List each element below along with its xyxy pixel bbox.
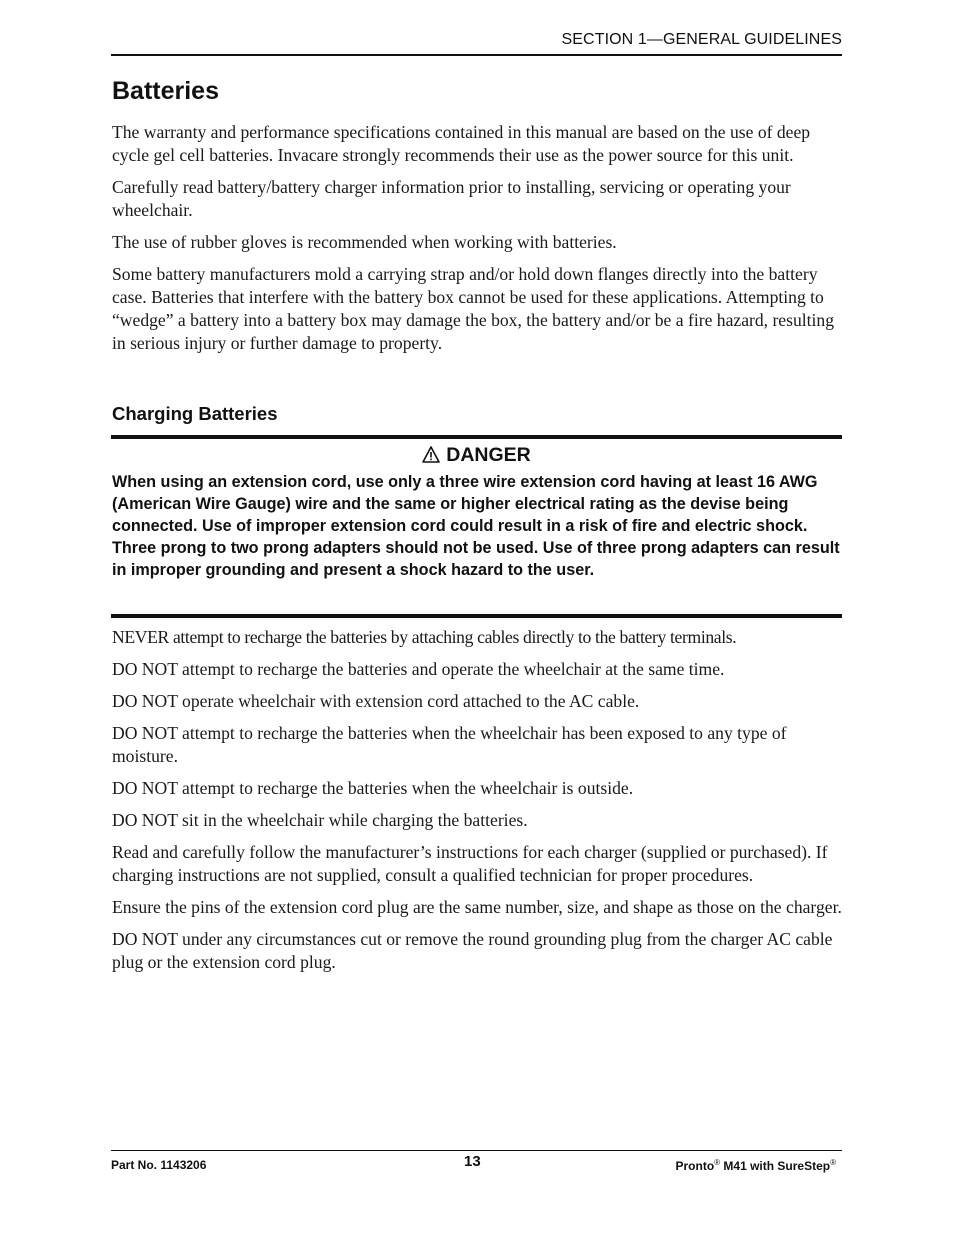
rule-paragraph: DO NOT attempt to recharge the batteries when the wheelchair has been exposed to any type of moisture. bbox=[112, 723, 787, 766]
intro-paragraph: The warranty and performance specifications contained in this manual are based on the use of deep cycle gel cell batteries. Invacare strongly recommends their use as the power source for this unit. bbox=[112, 122, 811, 165]
page-number: 13 bbox=[464, 1153, 481, 1170]
intro-paragraph: The use of rubber gloves is recommended when working with batteries. bbox=[112, 232, 617, 252]
danger-label: DANGER bbox=[446, 444, 531, 466]
intro-paragraph: Carefully read battery/battery charger information prior to installing, servicing or operating your wheelchair. bbox=[112, 177, 791, 220]
product-name bbox=[675, 1158, 836, 1173]
rule-paragraph: DO NOT attempt to recharge the batteries when the wheelchair is outside. bbox=[112, 778, 634, 798]
rule-paragraph: DO NOT sit in the wheelchair while charging the batteries. bbox=[112, 810, 528, 830]
page-header bbox=[111, 31, 842, 53]
charging-subheading: Charging Batteries bbox=[112, 403, 278, 424]
rule-paragraph: DO NOT under any circumstances cut or remove the round grounding plug from the charger AC cable plug or the extension cord plug. bbox=[112, 929, 833, 972]
rule-paragraph: Read and carefully follow the manufacturer’s instructions for each charger (supplied or purchased). If charging instructions are not supplied, consult a qualified technician for proper procedures. bbox=[112, 842, 828, 885]
rule-paragraph: NEVER attempt to recharge the batteries by attaching cables directly to the battery terminals. bbox=[112, 627, 737, 647]
danger-rule-top bbox=[111, 435, 842, 439]
header-rule bbox=[111, 54, 842, 56]
part-number: Part No. 1143206 bbox=[111, 1158, 207, 1172]
product-model: M41 with SureStep bbox=[723, 1159, 831, 1173]
intro-paragraph: Some battery manufacturers mold a carrying strap and/or hold down flanges directly into the battery case. Batteries that interfere with the battery box cannot be used for these applications. Attempting to “wedge” a battery into a battery box may damage the box, the battery and/or be a fire hazard, resulting in serious injury or further damage to property. bbox=[112, 264, 835, 353]
rule-paragraph: DO NOT operate wheelchair with extension cord attached to the AC cable. bbox=[112, 691, 640, 711]
product-brand: Pronto bbox=[675, 1159, 715, 1173]
registered-mark: ® bbox=[830, 1158, 836, 1167]
danger-heading bbox=[111, 444, 842, 469]
intro-section bbox=[112, 121, 842, 364]
rule-paragraph: Ensure the pins of the extension cord plug are the same number, size, and shape as those on the charger. bbox=[112, 897, 842, 917]
section-label: SECTION 1—GENERAL GUIDELINES bbox=[561, 31, 842, 48]
page-title: Batteries bbox=[112, 77, 219, 105]
manual-page bbox=[111, 0, 842, 1235]
rule-paragraph: DO NOT attempt to recharge the batteries and operate the wheelchair at the same time. bbox=[112, 659, 725, 679]
registered-mark: ® bbox=[714, 1158, 721, 1167]
danger-text: When using an extension cord, use only a three wire extension cord having at least 16 AWG (American Wire Gauge) wire and the same or higher electrical rating as the devise being connected. Use of improper extension cord could result in a risk of fire and electric shock. Three prong to two prong adapters should not be used. Use of three prong adapters can result in improper grounding and present a shock hazard to the user. bbox=[112, 473, 840, 579]
charging-rules bbox=[112, 626, 843, 983]
footer-rule bbox=[111, 1150, 842, 1151]
danger-rule-bottom bbox=[111, 614, 842, 618]
warning-triangle-icon bbox=[422, 446, 440, 469]
